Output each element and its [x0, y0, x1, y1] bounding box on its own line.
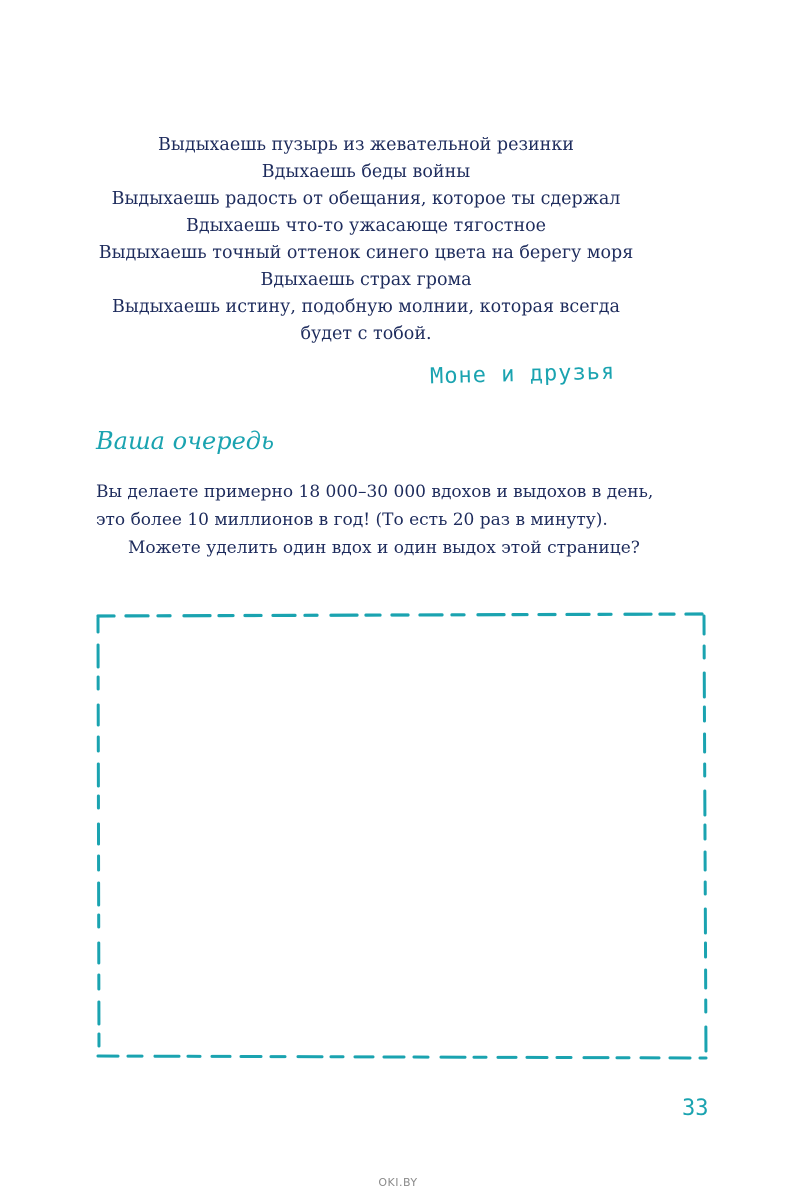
poem-line: Выдыхаешь радость от обещания, которое ты сдержал: [111, 189, 621, 209]
paragraph-line: Можете уделить один вдох и один выдох этой странице?: [128, 538, 640, 558]
frame-left-edge: [98, 618, 99, 1056]
poem: [0, 132, 732, 348]
poem-line: Вдыхаешь беды войны: [261, 162, 471, 182]
paragraph-line: это более 10 миллионов в год! (То есть 20 раз в минуту).: [96, 510, 608, 530]
section-heading: Ваша очередь: [96, 427, 275, 455]
drawing-frame[interactable]: [92, 604, 712, 1064]
poem-line: Выдыхаешь пузырь из жевательной резинки: [158, 135, 574, 155]
frame-bottom-edge: [98, 1056, 706, 1058]
poem-line: Выдыхаешь точный оттенок синего цвета на берегу моря: [98, 243, 634, 263]
poem-attribution: Моне и друзья: [429, 359, 616, 390]
watermark: OKI.BY: [378, 1176, 418, 1189]
body-text: [96, 478, 676, 562]
poem-line: Вдыхаешь что-то ужасающе тягостное: [185, 216, 546, 236]
frame-top-edge: [98, 614, 704, 616]
page-number: 33: [682, 1096, 709, 1121]
poem-line: Выдыхаешь истину, подобную молнии, которая всегда: [112, 297, 620, 317]
poem-line: Вдыхаешь страх грома: [260, 270, 472, 290]
poem-line: будет с тобой.: [300, 324, 432, 344]
paragraph-line: Вы делаете примерно 18 000–30 000 вдохов и выдохов в день,: [96, 482, 654, 502]
frame-right-edge: [704, 616, 706, 1058]
